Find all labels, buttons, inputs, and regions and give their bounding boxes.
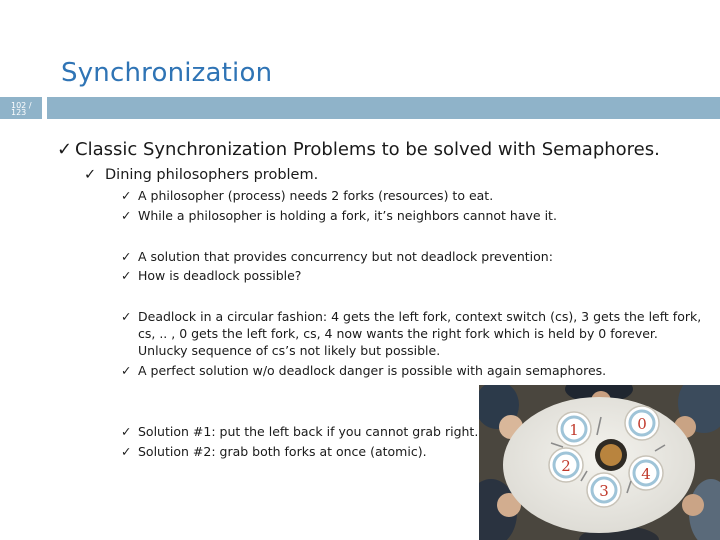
check-mark-icon: ✓ — [121, 188, 132, 203]
bullet-text: A philosopher (process) needs 2 forks (resources) to eat. — [138, 188, 494, 203]
bullet-level-3 — [121, 268, 301, 283]
bullet-level-3 — [121, 188, 493, 203]
plate-number: 0 — [637, 415, 647, 433]
check-mark-icon: ✓ — [57, 139, 73, 160]
bullet-level-1 — [57, 139, 660, 160]
bullet-level-3 — [121, 249, 553, 264]
bullet-level-3 — [121, 363, 606, 378]
check-mark-icon: ✓ — [121, 363, 132, 378]
check-mark-icon: ✓ — [121, 309, 132, 324]
plate-number: 1 — [569, 421, 579, 439]
check-mark-icon: ✓ — [121, 424, 132, 439]
bullet-level-2 — [84, 167, 318, 183]
bullet-text: A perfect solution w/o deadlock danger is possible with again semaphores. — [138, 363, 607, 378]
bullet-continuation: Unlucky sequence of cs’s not likely but possible. — [138, 343, 441, 358]
bullet-level-3 — [121, 424, 478, 439]
bullet-continuation: cs, .. , 0 gets the left fork, cs, 4 now wants the right fork which is held by 0 forever. — [138, 326, 658, 341]
photo-illustration — [479, 385, 720, 540]
check-mark-icon: ✓ — [121, 249, 132, 264]
slide-number-top: 102 / — [11, 101, 32, 110]
plate-number: 4 — [641, 465, 651, 483]
check-mark-icon: ✓ — [84, 167, 97, 183]
dining-philosophers-photo — [479, 385, 720, 540]
check-mark-icon: ✓ — [121, 444, 132, 459]
plate-number: 3 — [599, 482, 609, 500]
check-mark-icon: ✓ — [121, 268, 132, 283]
slide-number — [11, 102, 35, 116]
bullet-text: Solution #1: put the left back if you cannot grab right. — [138, 424, 479, 439]
bullet-text: Classic Synchronization Problems to be solved with Semaphores. — [75, 139, 660, 160]
bullet-level-3 — [121, 444, 427, 459]
bullet-level-3 — [121, 309, 701, 324]
bullet-text: Dining philosophers problem. — [105, 167, 319, 183]
plate-number: 2 — [561, 457, 571, 475]
bullet-text: Solution #2: grab both forks at once (atomic). — [138, 444, 427, 459]
bullet-text: Deadlock in a circular fashion: 4 gets the left fork, context switch (cs), 3 gets the left fork, — [138, 309, 702, 324]
bullet-text: A solution that provides concurrency but not deadlock prevention: — [138, 249, 553, 264]
slide-number-bottom: 123 — [11, 108, 27, 117]
slide-title: Synchronization — [61, 58, 273, 88]
bullet-level-3 — [121, 208, 557, 223]
bullet-text: While a philosopher is holding a fork, it’s neighbors cannot have it. — [138, 208, 557, 223]
check-mark-icon: ✓ — [121, 208, 132, 223]
header-bar-right — [47, 97, 720, 119]
bullet-text: How is deadlock possible? — [138, 268, 302, 283]
